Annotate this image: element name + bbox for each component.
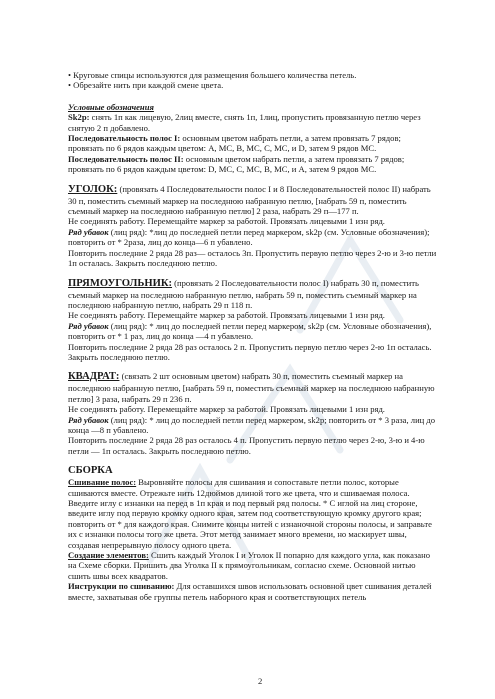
rectangle-repeat: Повторить последние 2 ряда 28 раз осталось 2 п. Пропустить первую петлю через 2-ю 1п осталась. Закрыть последнюю петлю. [68, 341, 432, 362]
sk2p-label: Sk2p: [68, 112, 90, 123]
stripe-seq-1-label: Последовательность полос I: [68, 133, 181, 144]
corner-no-join: Не соединять работу. Перемещайте маркер за работой. Провязать лицевыми 1 изн ряд. [68, 216, 385, 227]
bullet-cut-yarn: • Обрезайте нить при каждой смене цвета. [68, 80, 224, 91]
abbrev-sk2p [68, 112, 438, 133]
rectangle-intro [68, 278, 438, 311]
assembly-sewing-instructions [68, 581, 438, 602]
corner-cast-on: (провязать 4 Последовательности полос I и 8 Последовательностей полос II) набрать 30 п, поместить съемный маркер на последнюю набранную петлю, [набрать 59 п, поместить съемный маркер на последнюю набранную петлю] 2 раза, набрать 29 п—177 п. [68, 183, 431, 217]
square-cast-on: (связать 2 шт основным цветом) набрать 30 п, поместить съемный маркер на последнюю набранную петлю, [набрать 59 п, поместить съемный маркер на последнюю набранную петлю] 3 раза, набрать 29 п 236 п. [68, 371, 435, 404]
rectangle-decrease-text: (лиц ряд): * лиц до последней петли перед маркером, sk2p (см. Условные обозначения), повторить от * 1 раз, лиц до конца —4 п убавлено. [68, 320, 432, 342]
document-body [68, 70, 438, 602]
rectangle-cast-on: (провязать 2 Последовательности полос I) набрать 30 п, поместить съемный маркер на последнюю набранную петлю, набрать 59 п, поместить съемный маркер на последнюю набранную петлю, набрать 29 п 118 п. [68, 277, 419, 310]
square-intro [68, 371, 438, 404]
rectangle-decrease-row [68, 321, 438, 342]
stripe-seq-2-label: Последовательность полос II: [68, 153, 184, 164]
corner-repeat: Повторить последние 2 ряда 28 раз— осталось 3п. Пропустить первую петлю через 2-ю и 3-ю петли 1п осталась. Закрыть последнюю петлю. [68, 247, 437, 269]
rectangle-title: ПРЯМОУГОЛЬНИК: [68, 277, 173, 289]
abbreviations-heading: Условные обозначения [68, 101, 154, 112]
corner-intro [68, 184, 438, 217]
assembly-creating-pieces [68, 550, 438, 581]
creating-pieces-text: Сшить каждый Уголок I и Уголок II попарно для каждого угла, как показано на Схеме сборки. Пришить два Уголка II к прямоугольникам, согласно схеме. Основной нитью сшить швы всех квадратов. [68, 550, 430, 581]
abbreviations-section [68, 102, 438, 175]
assembly-section [68, 465, 438, 602]
stripe-seq-2-text: основным цветом набрать петли, а затем провязать 7 рядов; провязать по 6 рядов каждым цветом: D, МС, С, МС, В, МС, и А, затем 9 рядов МС. [68, 153, 405, 175]
rectangle-no-join: Не соединять работу. Перемещайте маркер за работой. Провязать лицевыми 1 изн ряд. [68, 310, 385, 321]
corner-decrease-label: Ряд убавок [68, 226, 109, 237]
corner-decrease-row [68, 227, 438, 248]
square-repeat: Повторить последние 2 ряда 28 раз осталось 4 п. Пропустить первую петлю через 2-ю, 3-ю и 4-ю петли — 1п осталась. Закрыть последнюю петлю. [68, 435, 425, 456]
square-title: КВАДРАТ: [68, 371, 120, 383]
sewing-instructions-label: Инструкции по сшиванию: [68, 581, 175, 592]
sewing-stripes-text: Выровняйте полосы для сшивания и сопоставьте петли полос, которые сшиваются вместе. Отрежьте нить 12дюймов длиной того же цвета, что и сшиваемая полоса. Введите иглу с изнанки на перед в 1п края и под первый ряд полосы. * С иглой на лиц стороне, введите иглу под первую кромку одного края, затем под соответствующую кромку другого края; повторить от * для каждого края. Снимите концы нитей с изнаночной стороны полосы, и заправьте их с изнанки полосы того же цвета. Этот метод занимает много времени, но маскирует швы, создавая непрерывную полосу одного цвета. [68, 477, 432, 550]
corner-section [68, 184, 438, 269]
square-decrease-row [68, 415, 438, 436]
square-section [68, 371, 438, 456]
bullet-circular-needles: • Круговые спицы используются для размещения большего количества петель. [68, 70, 357, 80]
abbrev-stripe-seq-1 [68, 133, 438, 154]
sewing-stripes-label: Сшивание полос: [68, 477, 137, 488]
rectangle-decrease-label: Ряд убавок [68, 320, 109, 331]
stripe-seq-1-text: основным цветом набрать петли, а затем провязать 7 рядов; провязать по 6 рядов каждым цветом: А, МС, В, МС, С, МС, и D, затем 9 рядов МС. [68, 133, 401, 154]
abbrev-stripe-seq-2 [68, 154, 438, 175]
assembly-title: СБОРКА [68, 465, 113, 477]
square-decrease-label: Ряд убавок [68, 414, 109, 425]
assembly-sewing-stripes [68, 477, 438, 550]
sk2p-text: снять 1п как лицевую, 2лиц вместе, снять 1п, 1лиц, пропустить провязанную петлю через снятую 2 п добавлено. [68, 112, 421, 133]
corner-decrease-text: (лиц ряд): *лиц до последней петли перед маркером, sk2p (см. Условные обозначения); повторить от * 2раза, лиц до конца—6 п убавлено. [68, 226, 430, 248]
corner-title: УГОЛОК: [68, 183, 118, 195]
square-no-join: Не соединять работу. Перемещайте маркер за работой. Провязать лицевыми 1 изн ряд. [68, 404, 385, 415]
page-number: 2 [258, 676, 263, 686]
rectangle-section [68, 278, 438, 363]
sewing-instructions-text: Для оставшихся швов использовать основной цвет сшивания деталей вместе, захватывая обе группы петель наборного края и соответствующих петель [68, 581, 432, 602]
square-decrease-text: (лиц ряд): * лиц до последней петли перед маркером, sk2p; повторить от * 3 раза, лиц до конца —8 п убавлено. [68, 414, 436, 435]
creating-pieces-label: Создание элементов: [68, 550, 149, 561]
